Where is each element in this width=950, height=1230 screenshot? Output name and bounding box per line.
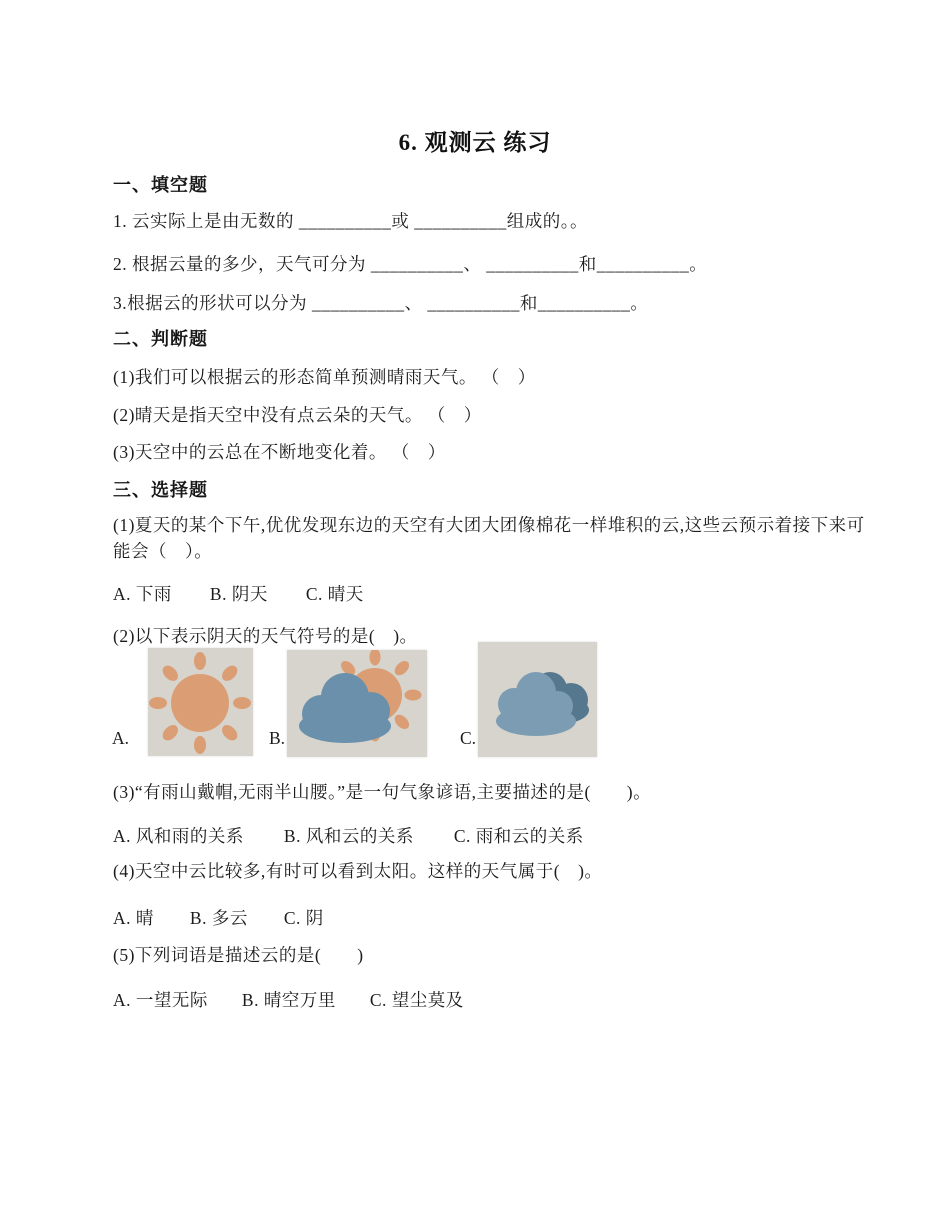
choice-q4-option-c: C. 阴 [283,908,324,928]
choice-q2-label-a: A. [112,728,130,748]
choice-q5-text: (5)下列词语是描述云的是( ) [113,945,364,965]
sun-icon [148,648,253,756]
choice-q1-option-c: C. 晴天 [305,584,364,604]
choice-q2-label-c: C. [460,728,477,748]
choice-q2-label-b: B. [269,728,286,748]
section-heading-choice: 三、选择题 [113,480,208,500]
choice-q1-options [113,581,364,606]
section-heading-judge: 二、判断题 [113,329,208,349]
judge-item-3: (3)天空中的云总在不断地变化着。 （ ） [113,442,446,462]
choice-q4-option-a: A. 晴 [113,908,154,928]
weather-photo-a [148,648,253,756]
judge-item-2: (2)晴天是指天空中没有点云朵的天气。 （ ） [113,405,482,425]
choice-q3-options [113,823,584,848]
choice-q3-text: (3)“有雨山戴帽,无雨半山腰。”是一句气象谚语,主要描述的是( )。 [113,782,652,802]
section-heading-fill: 一、填空题 [113,175,208,195]
clouds-icon [478,642,597,757]
choice-q1-option-b: B. 阴天 [209,584,268,604]
choice-q3-option-b: B. 风和云的关系 [283,826,414,846]
choice-q3-option-c: C. 雨和云的关系 [453,826,584,846]
choice-q1-option-a: A. 下雨 [113,584,172,604]
choice-q3-option-a: A. 风和雨的关系 [113,826,244,846]
choice-q5-options [113,987,464,1012]
fill-item-2: 2. 根据云量的多少，天气可分为 __________、 __________和__________。 [113,254,708,274]
choice-q4-option-b: B. 多云 [189,908,248,928]
weather-photo-b [287,650,427,757]
choice-q4-text: (4)天空中云比较多,有时可以看到太阳。这样的天气属于( )。 [113,861,603,881]
choice-q4-options [113,905,324,930]
choice-q2-text: (2)以下表示阴天的天气符号的是( )。 [113,626,418,646]
choice-q5-option-c: C. 望尘莫及 [369,990,464,1010]
choice-q5-option-b: B. 晴空万里 [241,990,336,1010]
page-title: 6. 观测云 练习 [398,130,552,155]
fill-item-1: 1. 云实际上是由无数的 __________或 __________组成的。。 [113,211,588,231]
choice-q5-option-a: A. 一望无际 [113,990,208,1010]
fill-item-3: 3.根据云的形状可以分为 __________、 __________和__________。 [113,293,649,313]
judge-item-1: (1)我们可以根据云的形态简单预测晴雨天气。 （ ） [113,367,536,387]
weather-photo-c [478,642,597,757]
cloud-sun-icon [287,650,427,757]
choice-q1-text: (1)夏天的某个下午,优优发现东边的天空有大团大团像棉花一样堆积的云,这些云预示着接下来可能会（ ）。 [113,515,865,561]
